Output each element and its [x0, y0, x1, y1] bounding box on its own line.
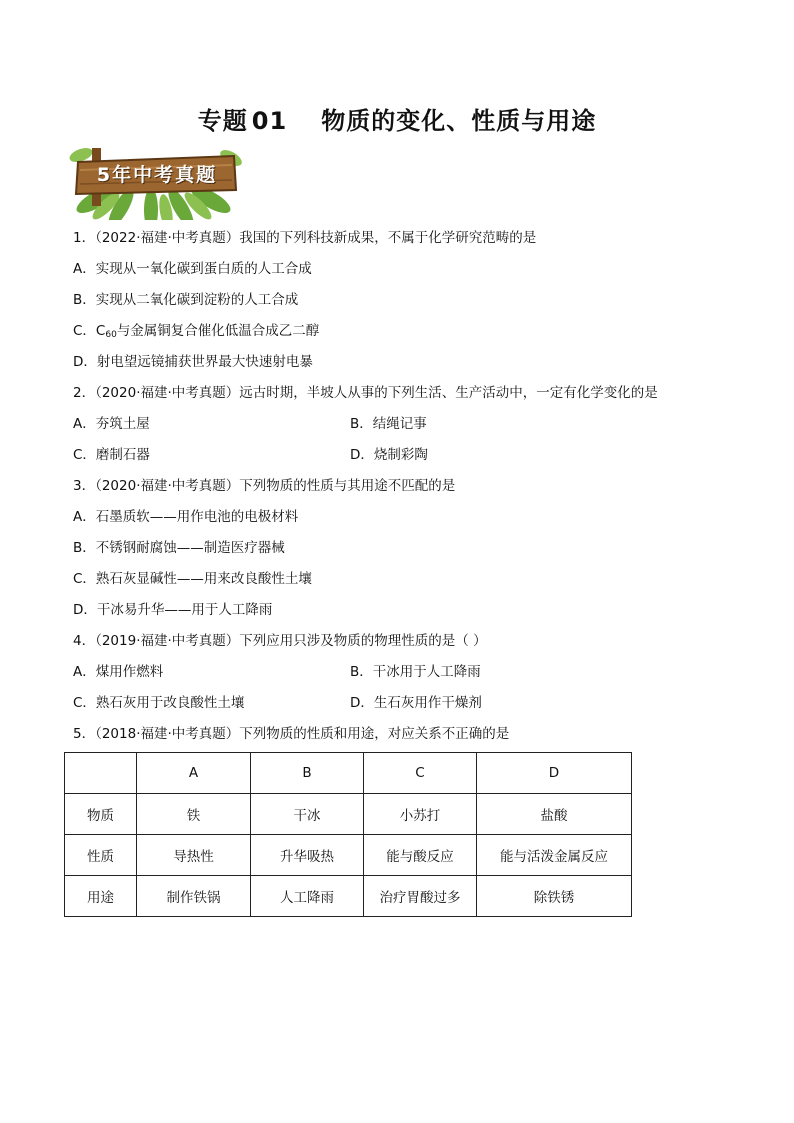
q4-stem: 4．（2019·福建·中考真题）下列应用只涉及物质的物理性质的是（ ） [73, 633, 487, 649]
table-cell: 导热性 [137, 835, 251, 876]
q1-option-c [73, 316, 723, 347]
q2-options-row1 [73, 409, 723, 440]
table-cell: 能与活泼金属反应 [477, 835, 632, 876]
q5-table [64, 752, 632, 917]
title-number: 01 [251, 107, 288, 135]
q3-option-a: A．石墨质软——用作电池的电极材料 [73, 509, 299, 525]
table-cell: 治疗胃酸过多 [364, 876, 477, 917]
q2-option-a: A．夯筑土屋 [73, 416, 150, 432]
table-cell: 铁 [137, 794, 251, 835]
q4-options-row1 [73, 657, 723, 688]
q4-option-d: D．生石灰用作干燥剂 [350, 695, 482, 711]
q4-options-row2 [73, 688, 723, 719]
table-cell: 人工降雨 [251, 876, 364, 917]
title-text: 物质的变化、性质与用途 [321, 107, 597, 135]
q1-option-c-text: 与金属铜复合催化低温合成乙二醇 [116, 323, 320, 339]
q1-option-c-subscript: 60 [105, 330, 117, 340]
table-cell: 能与酸反应 [364, 835, 477, 876]
table-header-row [65, 753, 632, 794]
table-cell: 除铁锈 [477, 876, 632, 917]
table-cell: C [364, 753, 477, 794]
table-cell: D [477, 753, 632, 794]
table-cell: 小苏打 [364, 794, 477, 835]
q5-stem: 5．（2018·福建·中考真题）下列物质的性质和用途，对应关系不正确的是 [73, 726, 510, 742]
q2-options-row2 [73, 440, 723, 471]
table-cell: 性质 [65, 835, 137, 876]
q3-option-d: D．干冰易升华——用于人工降雨 [73, 602, 273, 618]
q1-option-c-prefix: C．C [73, 323, 106, 339]
table-cell: 盐酸 [477, 794, 632, 835]
table-cell: 干冰 [251, 794, 364, 835]
section-badge [66, 140, 246, 220]
table-cell [65, 753, 137, 794]
badge-label: 5年中考真题 [96, 164, 218, 186]
title-prefix: 专题 [197, 107, 248, 135]
q1-option-a: A．实现从一氧化碳到蛋白质的人工合成 [73, 261, 312, 277]
table-cell: 制作铁锅 [137, 876, 251, 917]
q4-option-c: C．熟石灰用于改良酸性土壤 [73, 695, 245, 711]
q3-stem: 3．（2020·福建·中考真题）下列物质的性质与其用途不匹配的是 [73, 478, 456, 494]
question-list [73, 223, 723, 917]
q1-option-d: D．射电望远镜捕获世界最大快速射电暴 [73, 354, 313, 370]
table-cell: 升华吸热 [251, 835, 364, 876]
table-row [65, 876, 632, 917]
q2-option-c: C．磨制石器 [73, 447, 150, 463]
q2-option-d: D．烧制彩陶 [350, 447, 428, 463]
table-cell: A [137, 753, 251, 794]
table-cell: B [251, 753, 364, 794]
q4-option-a: A．煤用作燃料 [73, 664, 164, 680]
q4-option-b: B．干冰用于人工降雨 [350, 664, 481, 680]
q1-stem: 1．（2022·福建·中考真题）我国的下列科技新成果，不属于化学研究范畴的是 [73, 230, 537, 246]
table-row [65, 794, 632, 835]
page-title [0, 101, 794, 136]
q3-option-c: C．熟石灰显碱性——用来改良酸性土壤 [73, 571, 312, 587]
q1-option-b: B．实现从二氧化碳到淀粉的人工合成 [73, 292, 299, 308]
table-cell: 物质 [65, 794, 137, 835]
table-cell: 用途 [65, 876, 137, 917]
q3-option-b: B．不锈钢耐腐蚀——制造医疗器械 [73, 540, 285, 556]
q2-stem: 2．（2020·福建·中考真题）远古时期，半坡人从事的下列生活、生产活动中，一定有化学变化的是 [73, 385, 658, 401]
q2-option-b: B．结绳记事 [350, 416, 427, 432]
table-row [65, 835, 632, 876]
